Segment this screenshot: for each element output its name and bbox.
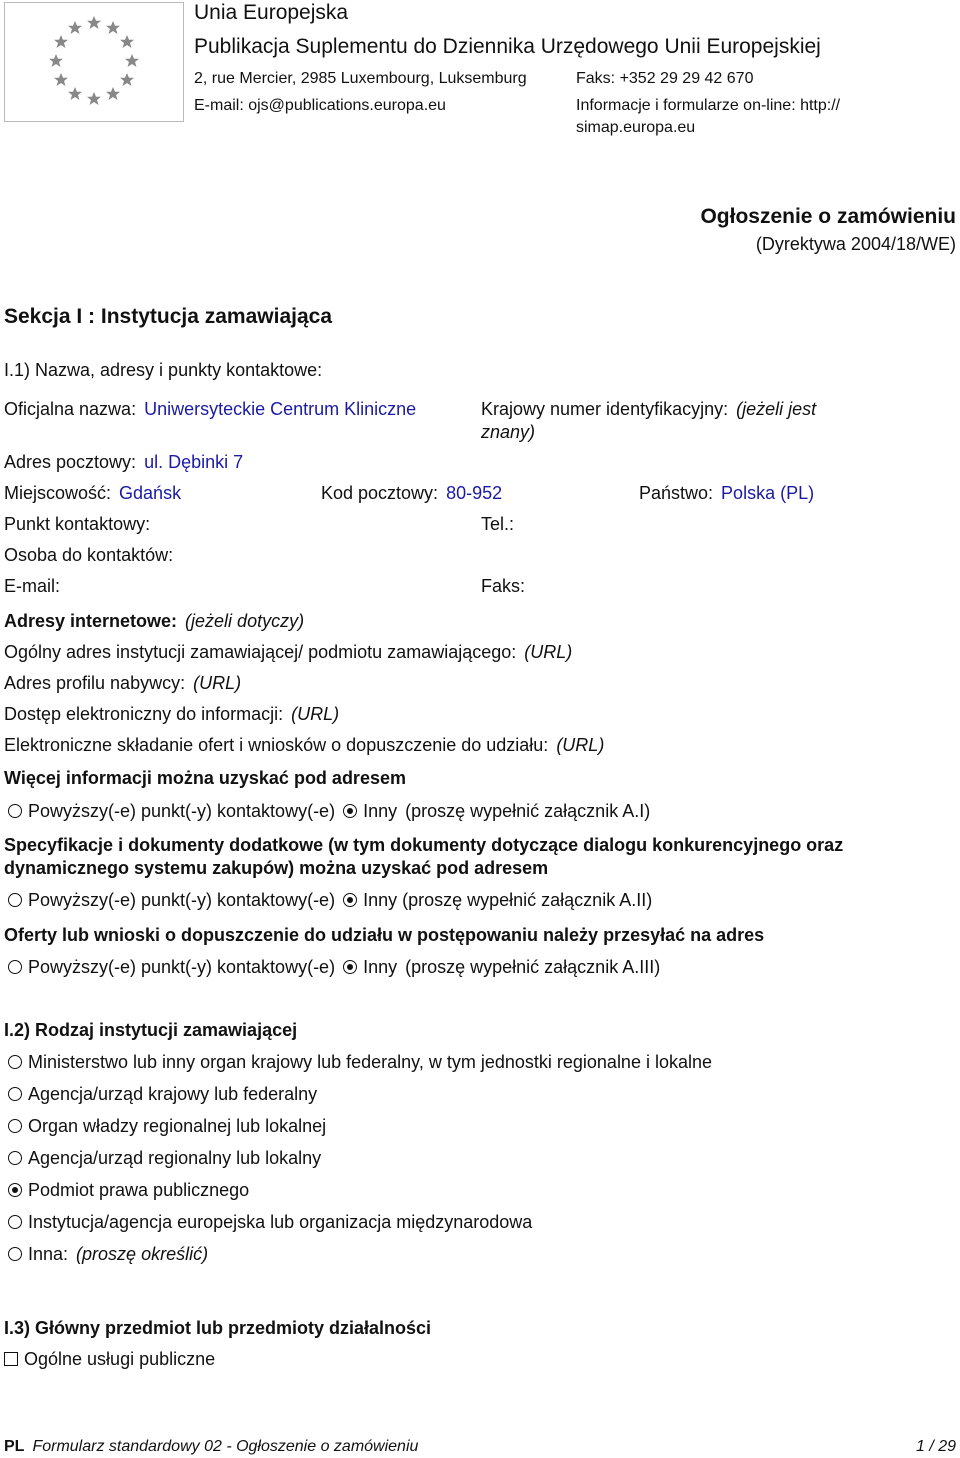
official-name-label: Oficjalna nazwa: [4,399,137,419]
general-address-row [4,642,572,663]
header-info-line1: Informacje i formularze on-line: http:// [576,97,841,114]
i2-option-label: Organ władzy regionalnej lub lokalnej [28,1116,327,1136]
internet-row [4,611,304,632]
header-email: E-mail: ojs@publications.europa.eu [194,97,446,114]
radio-other-label: Inny [363,890,398,910]
radio-other-2[interactable] [343,893,357,907]
i2-other-note: (proszę określić) [76,1244,209,1264]
header-info-line2: simap.europa.eu [576,119,696,136]
email-label: E-mail: [4,576,61,596]
i2-option-radio[interactable] [8,1055,22,1069]
i2-option-label: Agencja/urząd regionalny lub lokalny [28,1148,322,1168]
footer-form [4,1438,418,1456]
radio-above-label: Powyższy(-e) punkt(-y) kontaktowy(-e) [28,957,336,977]
i3-option-label: Ogólne usługi publiczne [24,1349,216,1369]
i3-option-row [4,1349,215,1370]
i2-option-label: Ministerstwo lub inny organ krajowy lub federalny, w tym jednostki regionalne i lokalne [28,1052,712,1072]
header-fax: Faks: +352 29 29 42 670 [576,70,754,87]
radio-above-contact-2[interactable] [8,893,22,907]
annex-a2-note: (proszę wypełnić załącznik A.II) [402,890,653,910]
general-public-services-checkbox[interactable] [4,1352,18,1366]
radio-other-3[interactable] [343,960,357,974]
i2-option-radio[interactable] [8,1215,22,1229]
radio-other-label: Inny [363,957,398,977]
header-publication: Publikacja Suplementu do Dziennika Urzędowego Unii Europejskiej [194,35,821,58]
fax-label: Faks: [481,576,526,596]
electronic-access-label: Dostęp elektroniczny do informacji: [4,704,284,724]
tel-label: Tel.: [481,514,515,534]
radio-other-1[interactable] [343,804,357,818]
i2-option-label: Instytucja/agencja europejska lub organizacja międzynarodowa [28,1212,533,1232]
annex-a1-note: (proszę wypełnić załącznik A.I) [405,801,651,821]
buyer-profile-url: (URL) [193,673,242,693]
electronic-access-url: (URL) [291,704,340,724]
i2-option-row [8,1180,249,1201]
more-info-title: Więcej informacji można uzyskać pod adresem [4,768,406,788]
i2-option-radio[interactable] [8,1247,22,1261]
postcode-row [321,483,502,504]
attention-label: Osoba do kontaktów: [4,545,174,565]
electronic-submission-url: (URL) [556,735,605,755]
general-address-label: Ogólny adres instytucji zamawiającej/ podmiotu zamawiającego: [4,642,517,662]
postal-value: ul. Dębinki 7 [144,452,244,472]
national-id-note: (jeżeli jest [736,399,817,419]
i3-title: I.3) Główny przedmiot lub przedmioty działalności [4,1318,432,1338]
header-address: 2, rue Mercier, 2985 Luxembourg, Luksemburg [194,70,527,87]
official-name-row [4,399,416,420]
specs-title-2: dynamicznego systemu zakupów) można uzyskać pod adresem [4,858,549,878]
notice-directive: (Dyrektywa 2004/18/WE) [755,234,956,254]
contact-point-label: Punkt kontaktowy: [4,514,151,534]
buyer-profile-row [4,673,241,694]
i2-title: I.2) Rodzaj instytucji zamawiającej [4,1020,298,1040]
postal-label: Adres pocztowy: [4,452,137,472]
postcode-value: 80-952 [446,483,503,503]
radio-above-label: Powyższy(-e) punkt(-y) kontaktowy(-e) [28,890,336,910]
tenders-title: Oferty lub wnioski o dopuszczenie do udziału w postępowaniu należy przesyłać na adres [4,925,765,945]
i2-option-row [8,1052,712,1073]
specs-options [8,890,652,911]
specs-title-1: Specyfikacje i dokumenty dodatkowe (w tym dokumenty dotyczące dialogu konkurencyjnego oraz [4,835,844,855]
eu-flag-logo [4,2,184,122]
country-value: Polska (PL) [721,483,815,503]
buyer-profile-label: Adres profilu nabywcy: [4,673,186,693]
i2-option-radio[interactable] [8,1119,22,1133]
footer-page: 1 / 29 [915,1438,956,1455]
postal-row [4,452,243,473]
footer-form-title: Formularz standardowy 02 - Ogłoszenie o zamówieniu [32,1438,419,1455]
electronic-access-row [4,704,339,725]
section1-title: Sekcja I : Instytucja zamawiająca [4,305,333,328]
i2-option-row [8,1212,532,1233]
internet-label: Adresy internetowe: [4,611,178,631]
annex-a3-note: (proszę wypełnić załącznik A.III) [405,957,661,977]
radio-above-label: Powyższy(-e) punkt(-y) kontaktowy(-e) [28,801,336,821]
country-label: Państwo: [639,483,714,503]
tenders-options [8,957,660,978]
i2-option-label: Agencja/urząd krajowy lub federalny [28,1084,318,1104]
electronic-submission-row [4,735,604,756]
country-row [639,483,814,504]
official-name-value: Uniwersyteckie Centrum Kliniczne [144,399,417,419]
more-info-options [8,801,650,822]
i1-title: I.1) Nazwa, adresy i punkty kontaktowe: [4,360,323,380]
i2-option-radio[interactable] [8,1183,22,1197]
i2-option-radio[interactable] [8,1151,22,1165]
i2-option-row [8,1244,208,1265]
footer-lang: PL [4,1438,25,1455]
i2-option-label: Podmiot prawa publicznego [28,1180,250,1200]
general-address-url: (URL) [524,642,573,662]
national-id-label: Krajowy numer identyfikacyjny: [481,399,729,419]
header-org: Unia Europejska [194,1,349,24]
postcode-label: Kod pocztowy: [321,483,439,503]
i2-option-row [8,1084,317,1105]
notice-title: Ogłoszenie o zamówieniu [700,205,956,228]
internet-note: (jeżeli dotyczy) [185,611,305,631]
town-label: Miejscowość: [4,483,112,503]
eu-stars-icon [5,3,183,121]
national-id-row [481,399,816,420]
radio-above-contact-1[interactable] [8,804,22,818]
radio-above-contact-3[interactable] [8,960,22,974]
national-id-note-2: znany) [481,422,536,442]
i2-option-radio[interactable] [8,1087,22,1101]
i2-option-row [8,1116,326,1137]
radio-other-label: Inny [363,801,398,821]
town-value: Gdańsk [119,483,182,503]
i2-option-row [8,1148,321,1169]
electronic-submission-label: Elektroniczne składanie ofert i wniosków o dopuszczenie do udziału: [4,735,549,755]
i2-option-label: Inna: [28,1244,69,1264]
town-row [4,483,181,504]
